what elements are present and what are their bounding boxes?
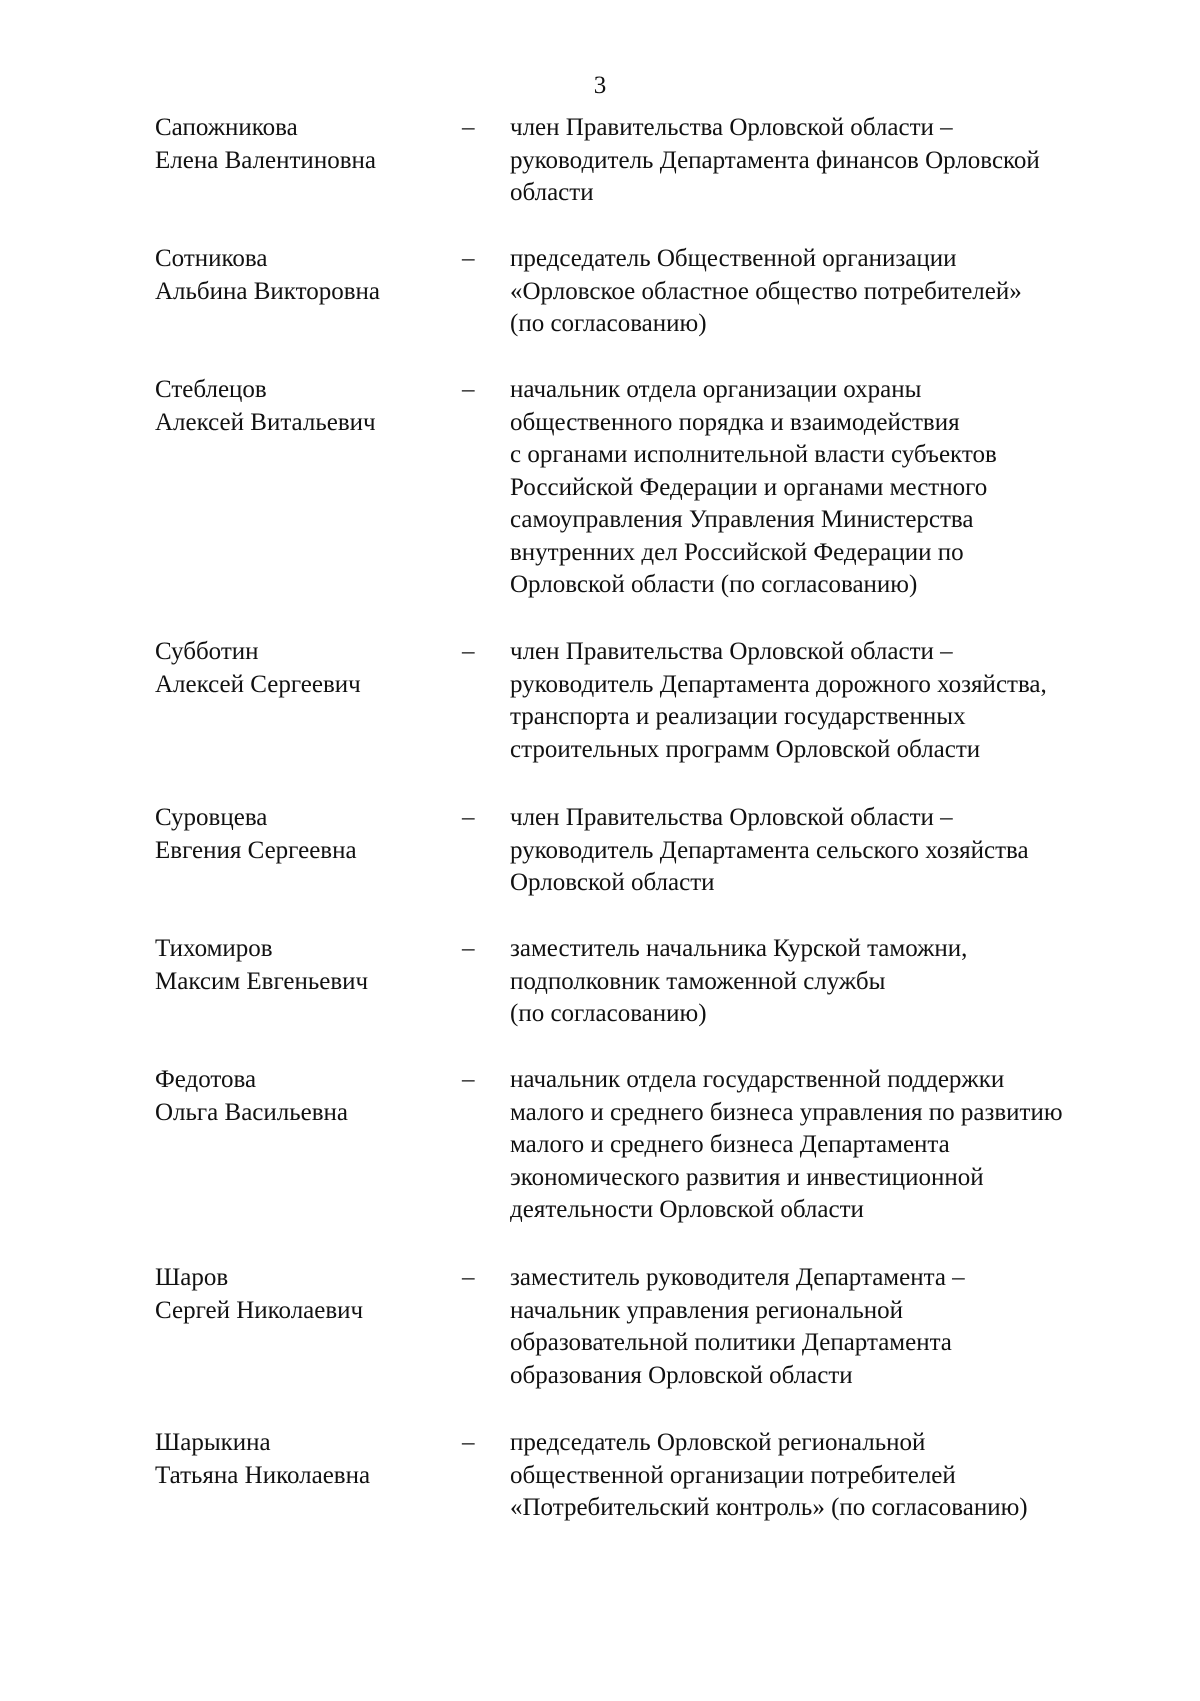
member-name bbox=[155, 802, 455, 867]
member-name bbox=[155, 1427, 455, 1492]
separator-dash: – bbox=[462, 1429, 475, 1456]
role-line: председатель Общественной организации bbox=[510, 245, 957, 272]
member-surname: Шарыкина bbox=[155, 1429, 271, 1456]
role-line: Орловской области (по согласованию) bbox=[510, 571, 918, 598]
member-role bbox=[510, 802, 1150, 900]
role-line: Орловской области bbox=[510, 869, 715, 896]
member-given-names: Альбина Викторовна bbox=[155, 277, 380, 305]
member-given-names: Алексей Сергеевич bbox=[155, 670, 361, 698]
role-line: малого и среднего бизнеса Департамента bbox=[510, 1131, 950, 1158]
member-role bbox=[510, 1427, 1150, 1525]
role-line: подполковник таможенной службы bbox=[510, 967, 886, 995]
member-role bbox=[510, 1262, 1150, 1392]
role-line: член Правительства Орловской области – bbox=[510, 114, 953, 141]
role-line: член Правительства Орловской области – bbox=[510, 804, 953, 831]
member-surname: Сапожникова bbox=[155, 114, 298, 141]
role-line: заместитель руководителя Департамента – bbox=[510, 1264, 965, 1291]
member-given-names: Елена Валентиновна bbox=[155, 146, 376, 174]
separator-dash: – bbox=[462, 376, 475, 403]
member-given-names: Алексей Витальевич bbox=[155, 408, 376, 436]
role-line: руководитель Департамента сельского хозяйства bbox=[510, 836, 1029, 864]
member-role bbox=[510, 243, 1150, 341]
role-line: руководитель Департамента финансов Орловской bbox=[510, 146, 1040, 174]
role-line: с органами исполнительной власти субъектов bbox=[510, 441, 997, 468]
member-role bbox=[510, 933, 1150, 1031]
member-name bbox=[155, 243, 455, 308]
role-line: деятельности Орловской области bbox=[510, 1196, 864, 1223]
separator-dash: – bbox=[462, 1066, 475, 1093]
member-name bbox=[155, 112, 455, 177]
role-line: образования Орловской области bbox=[510, 1361, 853, 1389]
member-surname: Субботин bbox=[155, 638, 259, 665]
role-line: внутренних дел Российской Федерации по bbox=[510, 538, 964, 566]
member-surname: Сотникова bbox=[155, 245, 268, 272]
separator-dash: – bbox=[462, 804, 475, 831]
member-surname: Шаров bbox=[155, 1264, 229, 1291]
member-surname: Стеблецов bbox=[155, 376, 267, 403]
separator-dash: – bbox=[462, 114, 475, 141]
role-line: член Правительства Орловской области – bbox=[510, 638, 953, 665]
member-given-names: Евгения Сергеевна bbox=[155, 836, 357, 864]
separator-dash: – bbox=[462, 1264, 475, 1291]
page-number: 3 bbox=[593, 72, 607, 99]
role-line: руководитель Департамента дорожного хозяйства, bbox=[510, 670, 1047, 698]
role-line: общественной организации потребителей bbox=[510, 1461, 956, 1489]
role-line: начальник отдела организации охраны bbox=[510, 376, 922, 403]
role-line: малого и среднего бизнеса управления по развитию bbox=[510, 1098, 1063, 1126]
separator-dash: – bbox=[462, 935, 475, 962]
role-line: Российской Федерации и органами местного bbox=[510, 473, 988, 501]
member-name bbox=[155, 1262, 455, 1327]
member-name bbox=[155, 374, 455, 439]
role-line: «Потребительский контроль» (по согласованию) bbox=[510, 1494, 1028, 1521]
member-role bbox=[510, 636, 1150, 766]
role-line: начальник отдела государственной поддержки bbox=[510, 1066, 1005, 1093]
role-line: начальник управления региональной bbox=[510, 1296, 903, 1324]
member-surname: Тихомиров bbox=[155, 935, 273, 962]
member-role bbox=[510, 112, 1150, 210]
member-given-names: Сергей Николаевич bbox=[155, 1296, 364, 1324]
separator-dash: – bbox=[462, 245, 475, 272]
role-line: «Орловское областное общество потребителей» bbox=[510, 277, 1022, 305]
member-name bbox=[155, 1064, 455, 1129]
member-given-names: Максим Евгеньевич bbox=[155, 967, 369, 995]
role-line: самоуправления Управления Министерства bbox=[510, 506, 974, 533]
role-line: (по согласованию) bbox=[510, 310, 707, 337]
role-line: (по согласованию) bbox=[510, 1000, 707, 1027]
role-line: общественного порядка и взаимодействия bbox=[510, 408, 960, 436]
separator-dash: – bbox=[462, 638, 475, 665]
member-name bbox=[155, 933, 455, 998]
role-line: области bbox=[510, 179, 594, 206]
member-given-names: Татьяна Николаевна bbox=[155, 1461, 371, 1489]
member-surname: Федотова bbox=[155, 1066, 257, 1093]
role-line: заместитель начальника Курской таможни, bbox=[510, 935, 968, 962]
member-given-names: Ольга Васильевна bbox=[155, 1098, 349, 1126]
role-line: экономического развития и инвестиционной bbox=[510, 1163, 984, 1191]
member-role bbox=[510, 1064, 1150, 1227]
member-role bbox=[510, 374, 1150, 602]
member-name bbox=[155, 636, 455, 701]
role-line: председатель Орловской региональной bbox=[510, 1429, 926, 1456]
role-line: транспорта и реализации государственных bbox=[510, 703, 966, 730]
member-surname: Суровцева bbox=[155, 804, 268, 831]
role-line: строительных программ Орловской области bbox=[510, 735, 981, 763]
role-line: образовательной политики Департамента bbox=[510, 1329, 952, 1356]
